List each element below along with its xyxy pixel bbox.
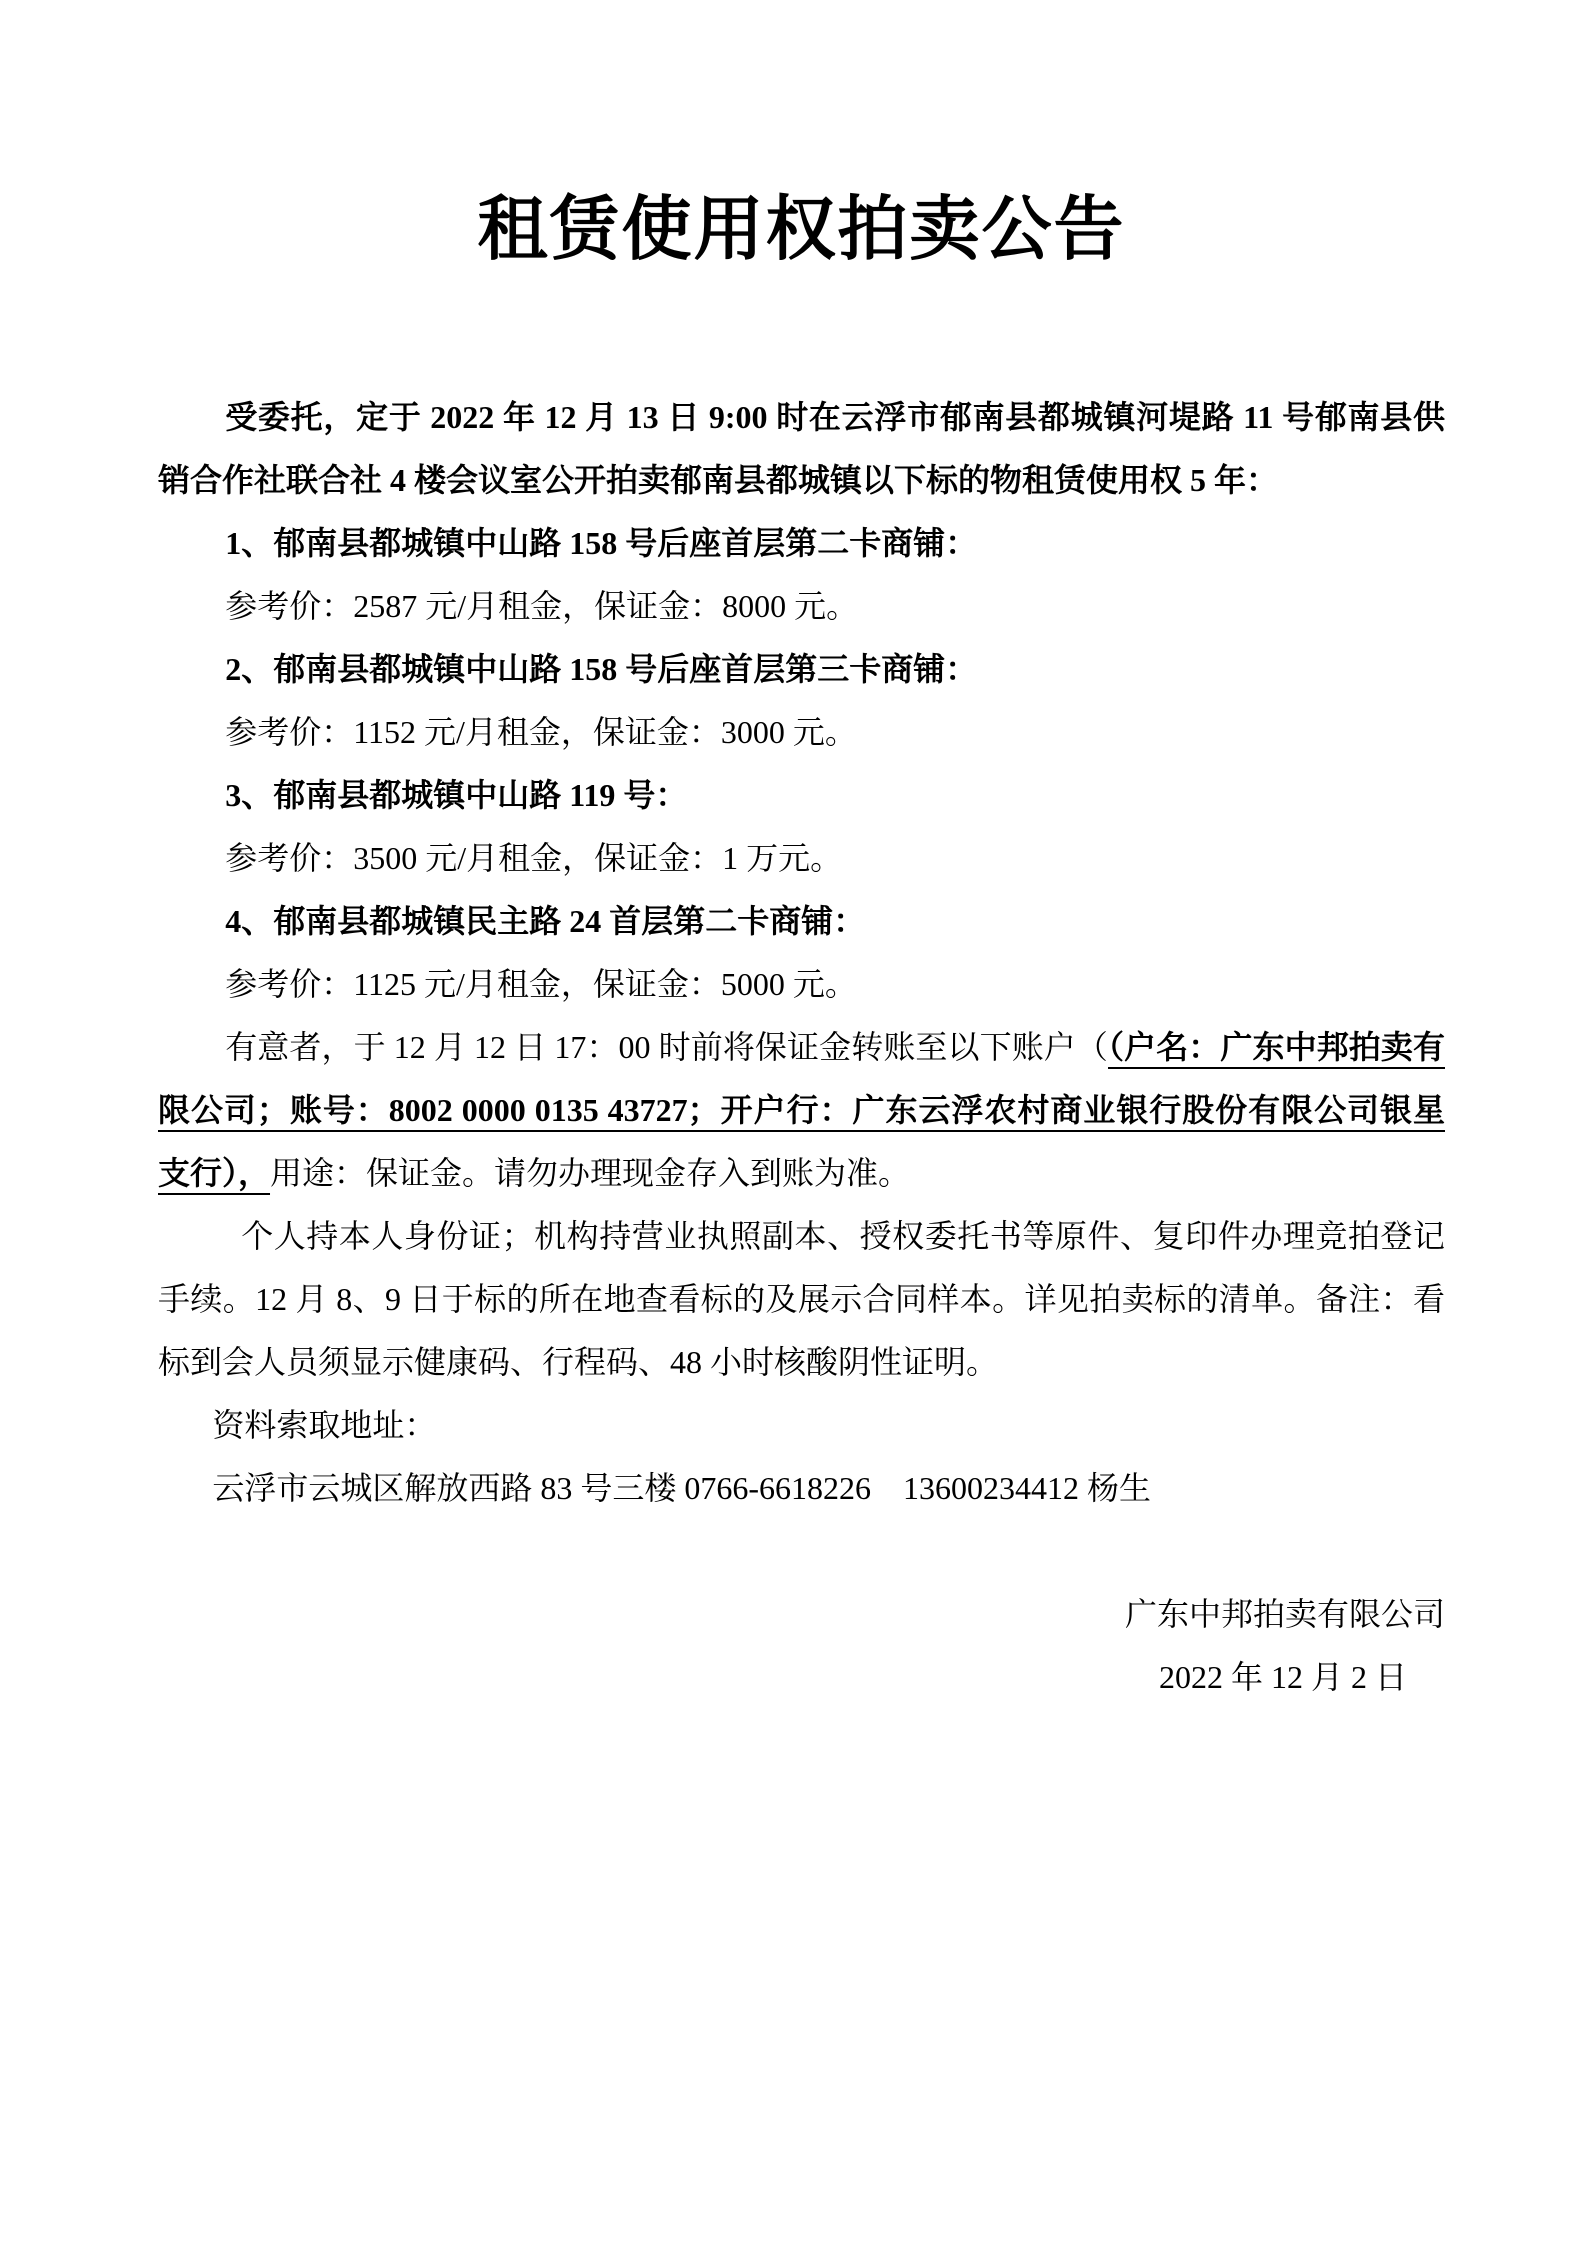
intro-paragraph: 受委托，定于 2022 年 12 月 13 日 9:00 时在云浮市郁南县都城镇河堤路 11 号郁南县供销合作社联合社 4 楼会议室公开拍卖郁南县都城镇以下标的物租赁使用权 5 年：	[158, 399, 1445, 498]
lot-3-heading: 3、郁南县都城镇中山路 119 号：	[225, 777, 688, 813]
document-body	[158, 386, 1445, 1709]
lot-1-heading: 1、郁南县都城镇中山路 158 号后座首层第二卡商铺：	[225, 525, 978, 561]
lot-4-heading: 4、郁南县都城镇民主路 24 首层第二卡商铺：	[225, 903, 866, 939]
registration-paragraph: 个人持本人身份证；机构持营业执照副本、授权委托书等原件、复印件办理竞拍登记手续。12 月 8、9 日于标的所在地查看标的及展示合同样本。详见拍卖标的清单。备注：看标到会人员须显示健康码、行程码、48 小时核酸阴性证明。	[158, 1218, 1445, 1380]
signature-date: 2022 年 12 月 2 日	[1158, 1659, 1407, 1695]
page-title: 租赁使用权拍卖公告	[477, 192, 1126, 269]
deposit-text-prefix: 有意者，于 12 月 12 日 17：00 时前将保证金转账至以下账户（	[225, 1029, 1109, 1065]
info-request-address: 云浮市云城区解放西路 83 号三楼 0766-6618226 13600234412 杨生	[212, 1470, 1152, 1506]
lot-3-price: 参考价：3500 元/月租金，保证金：1 万元。	[225, 840, 843, 876]
lot-1-price: 参考价：2587 元/月租金，保证金：8000 元。	[225, 588, 859, 624]
lot-4-price: 参考价：1125 元/月租金，保证金：5000 元。	[225, 966, 857, 1002]
signature-company: 广东中邦拍卖有限公司	[1124, 1596, 1445, 1632]
signature-block	[158, 1583, 1445, 1709]
deposit-account-details: （户名：广东中邦拍卖有限公司；账号：8002 0000 0135 43727；开户行：广东云浮农村商业银行股份有限公司银星支行），	[158, 1029, 1445, 1191]
lot-2-heading: 2、郁南县都城镇中山路 158 号后座首层第三卡商铺：	[225, 651, 978, 687]
info-request-label: 资料索取地址：	[212, 1407, 437, 1443]
deposit-text-suffix: 用途：保证金。请勿办理现金存入到账为准。	[270, 1155, 911, 1191]
deposit-paragraph	[158, 1016, 1445, 1205]
lot-2-price: 参考价：1152 元/月租金，保证金：3000 元。	[225, 714, 857, 750]
